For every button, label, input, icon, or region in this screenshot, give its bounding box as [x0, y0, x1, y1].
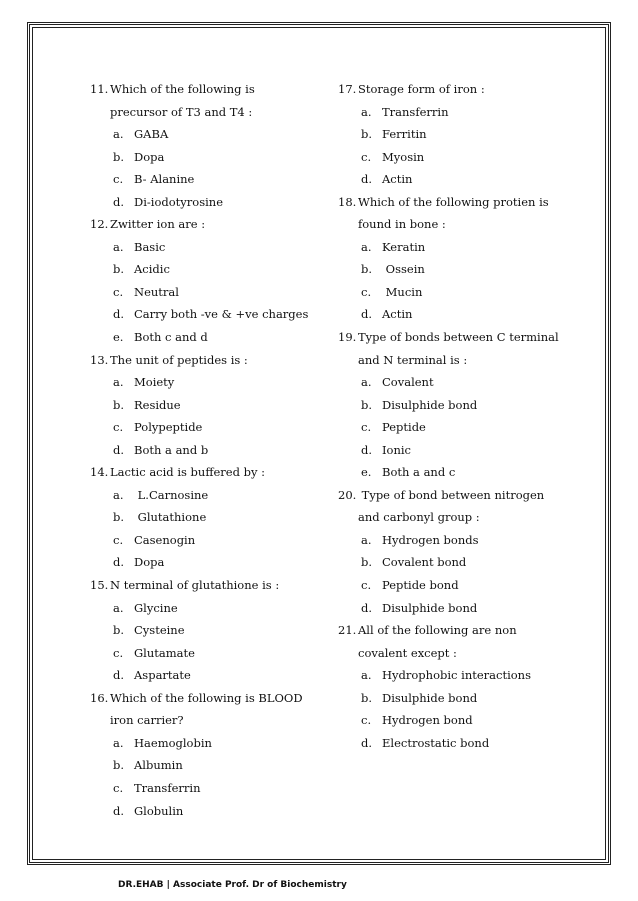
q18-option-a: a. Keratin: [361, 239, 426, 254]
q13-option-d: d. Both a and b: [113, 442, 209, 457]
q15-option-c: c. Glutamate: [113, 645, 195, 660]
question-11-cont: precursor of T3 and T4 :: [110, 104, 253, 119]
q20-option-c: c. Peptide bond: [361, 578, 459, 593]
question-20: 20. Type of bond between nitrogen: [338, 487, 545, 502]
q13-option-b: b. Residue: [113, 397, 181, 412]
question-16-cont: iron carrier?: [110, 713, 184, 728]
question-15: 15. N terminal of glutathione is :: [90, 578, 280, 593]
q21-option-a: a. Hydrophobic interactions: [361, 668, 531, 683]
q20-option-b: b. Covalent bond: [361, 555, 467, 570]
q15-option-d: d. Aspartate: [113, 668, 191, 683]
q16-option-a: a. Haemoglobin: [113, 735, 212, 750]
q20-option-d: d. Disulphide bond: [361, 600, 478, 615]
q14-option-a: a. L.Carnosine: [113, 487, 209, 502]
q17-option-a: a. Transferrin: [361, 104, 449, 119]
question-18-cont: found in bone :: [358, 217, 446, 232]
right-column: [338, 78, 598, 754]
q12-option-d: d. Carry both -ve & +ve charges: [113, 307, 309, 322]
q19-option-c: c. Peptide: [361, 420, 426, 435]
q16-option-b: b. Albumin: [113, 758, 183, 773]
q18-option-c: c. Mucin: [361, 284, 423, 299]
q21-option-c: c. Hydrogen bond: [361, 713, 473, 728]
question-11: 11. Which of the following is: [90, 82, 255, 96]
q15-option-b: b. Cysteine: [113, 623, 185, 638]
question-16: 16. Which of the following is BLOOD: [90, 690, 303, 705]
q11-option-c: c. B- Alanine: [113, 172, 195, 187]
question-19-cont: and N terminal is :: [358, 352, 468, 367]
q19-option-a: a. Covalent: [361, 375, 434, 390]
q13-option-c: c. Polypeptide: [113, 420, 203, 435]
question-12: 12. Zwitter ion are :: [90, 217, 206, 232]
q11-option-d: d. Di-iodotyrosine: [113, 194, 224, 209]
q19-option-e: e. Both a and c: [361, 465, 456, 480]
q11-option-a: a. GABA: [113, 127, 169, 142]
q14-option-c: c. Casenogin: [113, 532, 196, 547]
q14-option-d: d. Dopa: [113, 555, 165, 570]
question-20-cont: and carbonyl group :: [358, 510, 480, 525]
q16-option-c: c. Transferrin: [113, 780, 201, 795]
q13-option-a: a. Moiety: [113, 375, 175, 390]
question-21: 21. All of the following are non: [338, 623, 517, 638]
question-21-cont: covalent except :: [358, 645, 457, 660]
q20-option-a: a. Hydrogen bonds: [361, 532, 479, 547]
q18-option-b: b. Ossein: [361, 262, 425, 277]
q12-option-c: c. Neutral: [113, 284, 179, 299]
q12-option-b: b. Acidic: [113, 262, 170, 277]
q17-option-b: b. Ferritin: [361, 127, 427, 142]
q19-option-d: d. Ionic: [361, 442, 411, 457]
question-18: 18. Which of the following protien is: [338, 194, 549, 209]
question-19: 19. Type of bonds between C terminal: [338, 330, 559, 345]
q17-option-d: d. Actin: [361, 172, 413, 187]
q17-option-c: c. Myosin: [361, 149, 425, 164]
q15-option-a: a. Glycine: [113, 600, 178, 615]
q14-option-b: b. Glutathione: [113, 510, 207, 525]
q21-option-b: b. Disulphide bond: [361, 690, 478, 705]
q19-option-b: b. Disulphide bond: [361, 397, 478, 412]
question-17: 17. Storage form of iron :: [338, 82, 485, 96]
page-footer: DR.EHAB | Associate Prof. Dr of Biochemistry: [118, 880, 347, 890]
q21-option-d: d. Electrostatic bond: [361, 735, 490, 750]
q12-option-a: a. Basic: [113, 239, 166, 254]
question-13: 13. The unit of peptides is :: [90, 352, 248, 367]
q16-option-d: d. Globulin: [113, 803, 184, 818]
q18-option-d: d. Actin: [361, 307, 413, 322]
q12-option-e: e. Both c and d: [113, 330, 208, 345]
q11-option-b: b. Dopa: [113, 149, 165, 164]
left-column: [90, 78, 350, 822]
question-14: 14. Lactic acid is buffered by :: [90, 465, 266, 480]
